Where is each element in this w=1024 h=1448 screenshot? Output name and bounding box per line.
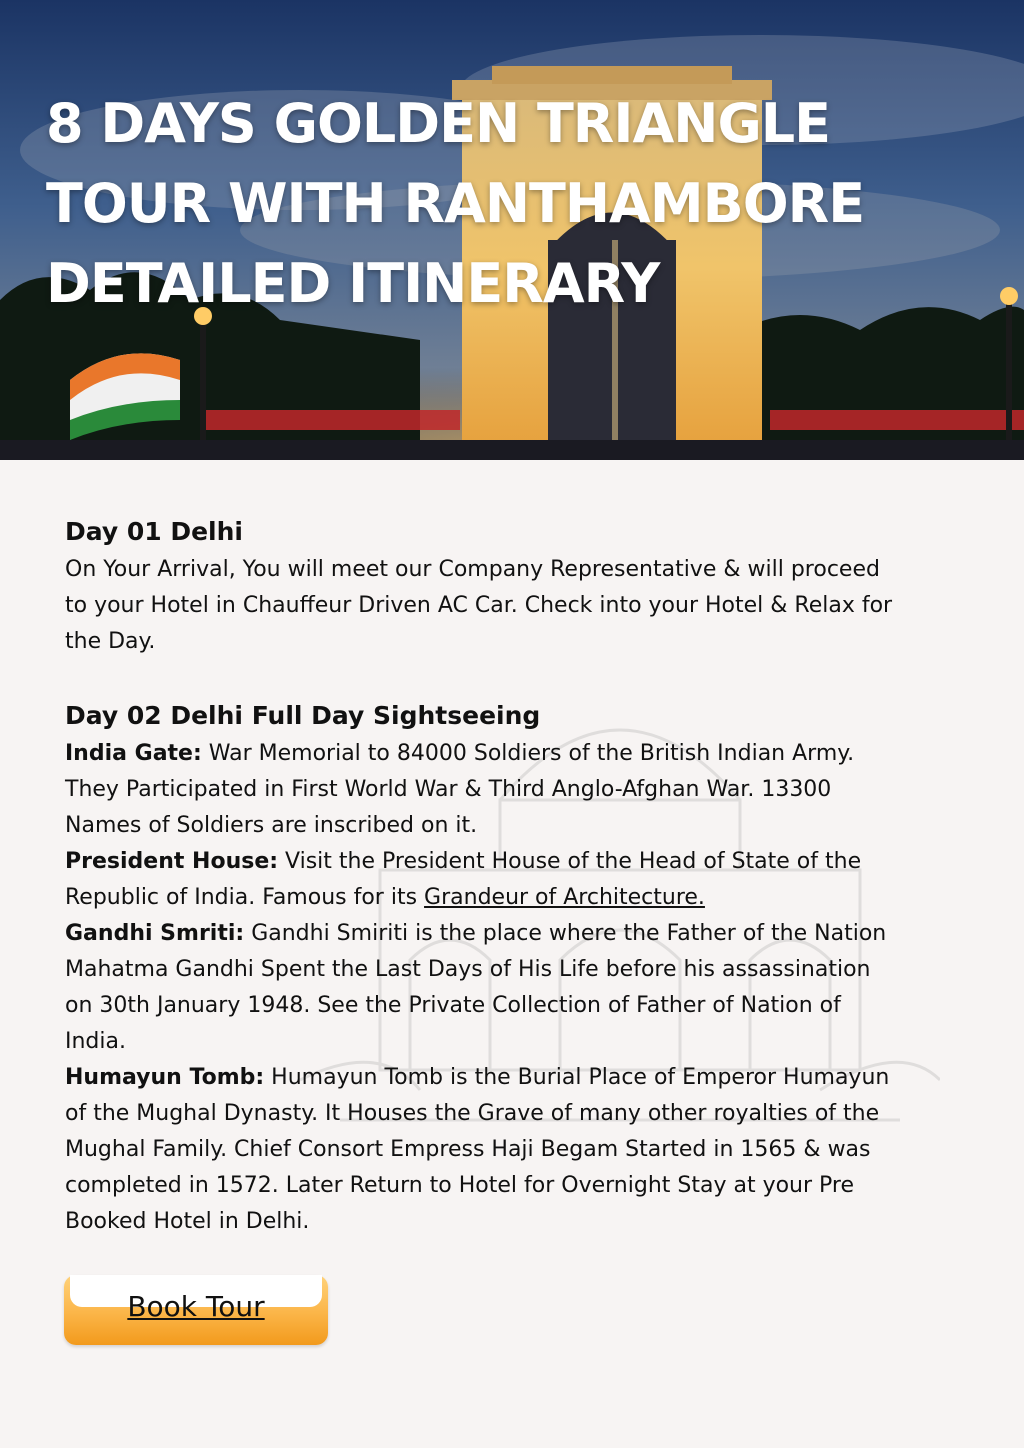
text-line: Mughal Family. Chief Consort Empress Haji Begam Started in 1565 & was <box>65 1137 871 1162</box>
book-tour-label[interactable]: Book Tour <box>127 1290 265 1323</box>
hero-banner <box>0 0 1024 460</box>
title-line: 8 DAYS GOLDEN TRIANGLE <box>46 92 831 155</box>
text-line: Names of Soldiers are inscribed on it. <box>65 813 478 838</box>
sight-india-gate <box>65 736 965 844</box>
text-line: Booked Hotel in Delhi. <box>65 1209 310 1234</box>
text-line: Visit the President House of the Head of State of the <box>278 849 862 874</box>
text-line: Gandhi Smiriti is the place where the Father of the Nation <box>244 921 887 946</box>
book-tour-button[interactable] <box>64 1275 328 1345</box>
page-title <box>46 84 946 324</box>
text-line: War Memorial to 84000 Soldiers of the British Indian Army. <box>201 741 855 766</box>
text-line: to your Hotel in Chauffeur Driven AC Car. Check into your Hotel & Relax for <box>65 593 893 618</box>
sight-label: Gandhi Smriti: <box>65 921 245 946</box>
day-heading: Day 02 Delhi Full Day Sightseeing <box>65 701 541 730</box>
text-line: Mahatma Gandhi Spent the Last Days of His Life before his assassination <box>65 957 871 982</box>
sight-label: Humayun Tomb: <box>65 1065 265 1090</box>
text-line: completed in 1572. Later Return to Hotel for Overnight Stay at your Pre <box>65 1173 855 1198</box>
text-line: They Participated in First World War & Third Anglo-Afghan War. 13300 <box>65 777 832 802</box>
sight-label: President House: <box>65 849 279 874</box>
sight-humayun-tomb <box>65 1060 965 1240</box>
architecture-link[interactable]: Grandeur of Architecture. <box>424 885 705 910</box>
day-heading: Day 01 Delhi <box>65 517 243 546</box>
text-line: Republic of India. Famous for its <box>65 885 425 910</box>
sight-label: India Gate: <box>65 741 202 766</box>
sight-gandhi-smriti <box>65 916 965 1060</box>
title-line: DETAILED ITINERARY <box>46 252 660 315</box>
text-line: of the Mughal Dynasty. It Houses the Grave of many other royalties of the <box>65 1101 880 1126</box>
text-line: on 30th January 1948. See the Private Collection of Father of Nation of <box>65 993 841 1018</box>
sight-president-house <box>65 844 965 916</box>
day-description <box>65 552 965 660</box>
text-line: the Day. <box>65 629 156 654</box>
text-line: On Your Arrival, You will meet our Company Representative & will proceed <box>65 557 880 582</box>
text-line: Humayun Tomb is the Burial Place of Emperor Humayun <box>264 1065 890 1090</box>
itinerary-content <box>65 512 965 1240</box>
title-line: TOUR WITH RANTHAMBORE <box>46 172 865 235</box>
text-line: India. <box>65 1029 126 1054</box>
